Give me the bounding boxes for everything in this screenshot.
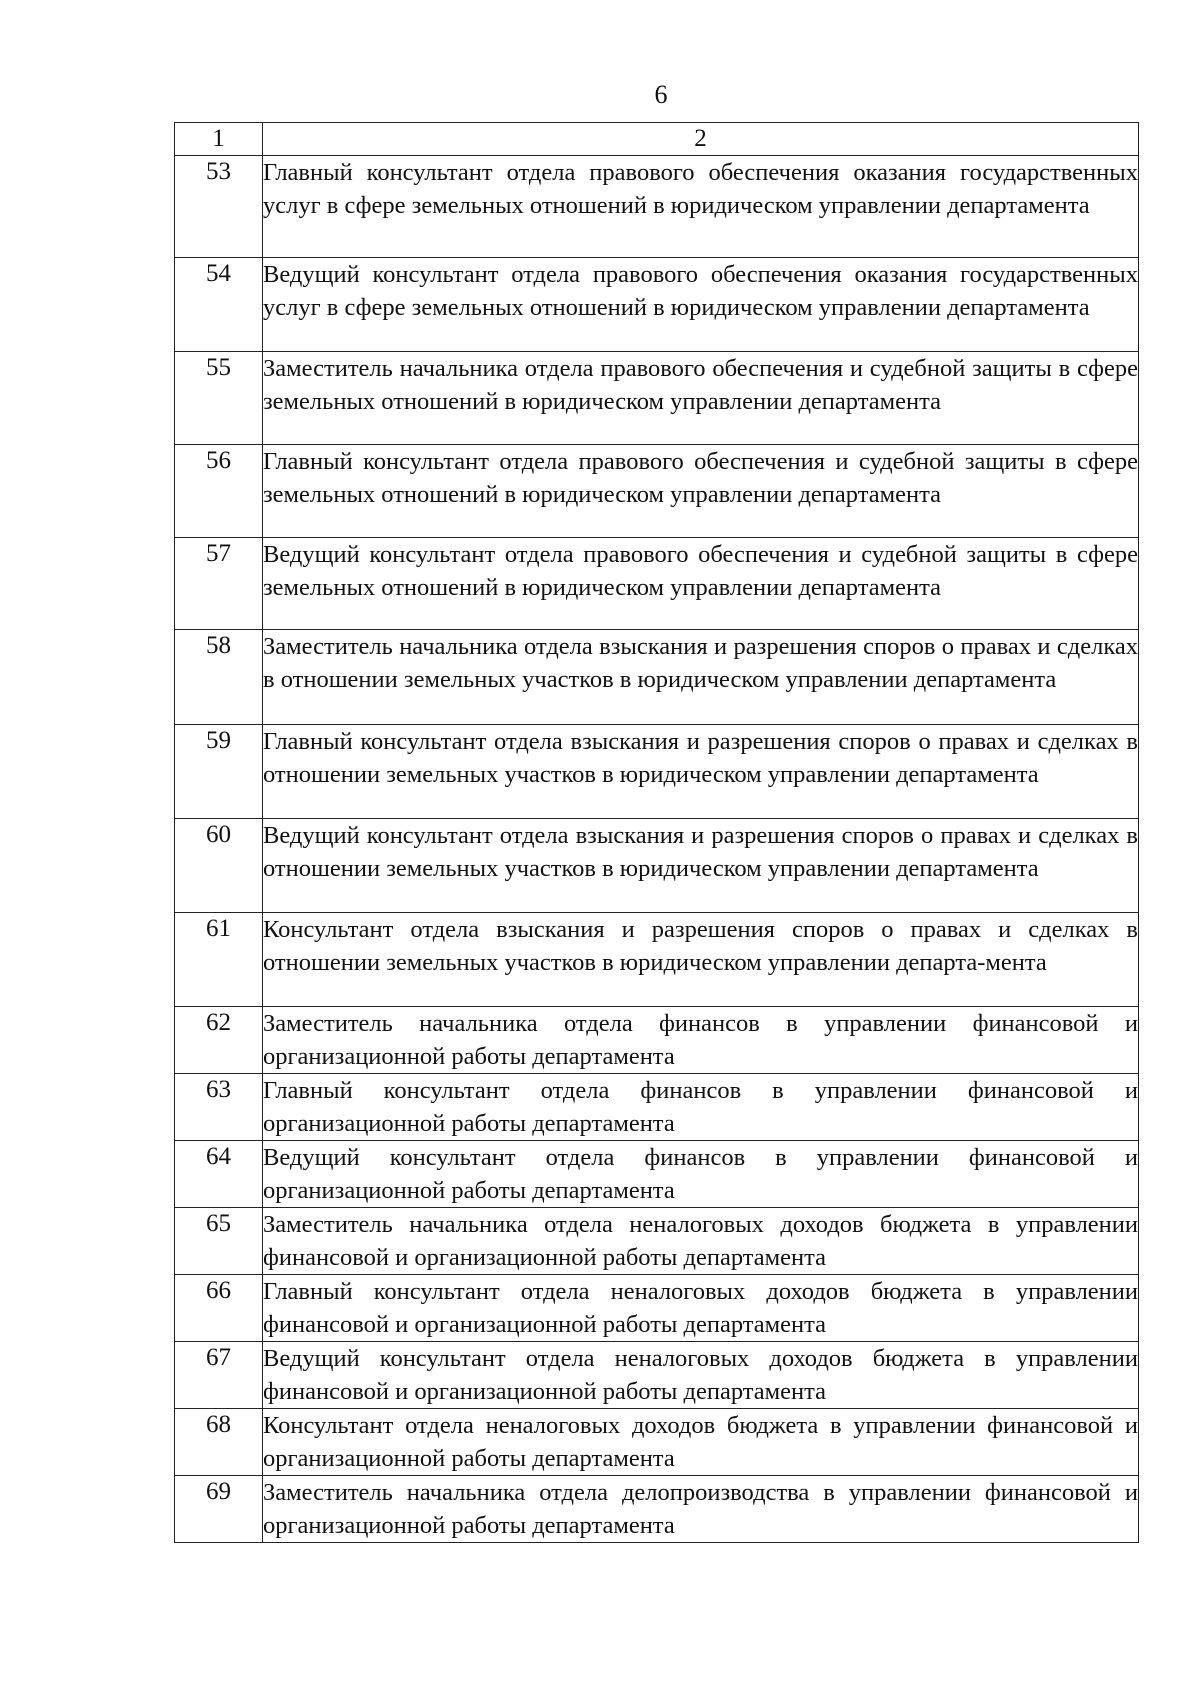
table-row (175, 1342, 1139, 1409)
table-row (175, 445, 1139, 538)
table-row (175, 352, 1139, 445)
table-row (175, 538, 1139, 630)
row-position-text: Заместитель начальника отдела взыскания и разрешения споров о правах и сделках в отношении земельных участков в юридическом управлении департамента (263, 630, 1139, 725)
row-number: 66 (175, 1275, 263, 1342)
page-number: 6 (654, 80, 668, 109)
row-position-text: Главный консультант отдела неналоговых доходов бюджета в управлении финансовой и организационной работы департамента (263, 1275, 1139, 1342)
row-position-text: Главный консультант отдела правового обеспечения и судебной защиты в сфере земельных отношений в юридическом управлении департамента (263, 445, 1139, 538)
row-position-text: Заместитель начальника отдела правового обеспечения и судебной защиты в сфере земельных отношений в юридическом управлении департамента (263, 352, 1139, 445)
row-number: 68 (175, 1409, 263, 1476)
table-row (175, 630, 1139, 725)
row-position-text: Консультант отдела неналоговых доходов бюджета в управлении финансовой и организационной работы департамента (263, 1409, 1139, 1476)
row-position-text: Заместитель начальника отдела финансов в управлении финансовой и организационной работы департамента (263, 1007, 1139, 1074)
row-position-text: Ведущий консультант отдела правового обеспечения оказания государственных услуг в сфере земельных отношений в юридическом управлении департамента (263, 258, 1139, 352)
row-position-text: Ведущий консультант отдела взыскания и разрешения споров о правах и сделках в отношении земельных участков в юридическом управлении департамента (263, 819, 1139, 913)
table-row (175, 913, 1139, 1007)
table-row (175, 156, 1139, 258)
table-row (175, 1007, 1139, 1074)
row-position-text: Главный консультант отдела финансов в управлении финансовой и организационной работы департамента (263, 1074, 1139, 1141)
row-number: 58 (175, 630, 263, 725)
table-row (175, 258, 1139, 352)
row-number: 53 (175, 156, 263, 258)
row-number: 62 (175, 1007, 263, 1074)
row-number: 69 (175, 1476, 263, 1543)
row-number: 59 (175, 725, 263, 819)
row-number: 63 (175, 1074, 263, 1141)
row-number: 57 (175, 538, 263, 630)
table-row (175, 819, 1139, 913)
row-number: 54 (175, 258, 263, 352)
row-number: 55 (175, 352, 263, 445)
table-header-row (175, 123, 1139, 156)
table-row (175, 1275, 1139, 1342)
row-position-text: Ведущий консультант отдела финансов в управлении финансовой и организационной работы департамента (263, 1141, 1139, 1208)
row-position-text: Заместитель начальника отдела делопроизводства в управлении финансовой и организационной работы департамента (263, 1476, 1139, 1543)
row-position-text: Заместитель начальника отдела неналоговых доходов бюджета в управлении финансовой и организационной работы департамента (263, 1208, 1139, 1275)
row-number: 67 (175, 1342, 263, 1409)
column-header-position: 2 (263, 123, 1139, 156)
row-number: 60 (175, 819, 263, 913)
table-row (175, 1208, 1139, 1275)
row-number: 65 (175, 1208, 263, 1275)
table-row (175, 725, 1139, 819)
row-number: 56 (175, 445, 263, 538)
table-row (175, 1141, 1139, 1208)
row-position-text: Консультант отдела взыскания и разрешения споров о правах и сделках в отношении земельных участков в юридическом управлении департа-мента (263, 913, 1139, 1007)
table-row (175, 1074, 1139, 1141)
row-number: 61 (175, 913, 263, 1007)
row-number: 64 (175, 1141, 263, 1208)
table-row (175, 1476, 1139, 1543)
positions-table (174, 122, 1139, 1543)
table-row (175, 1409, 1139, 1476)
row-position-text: Ведущий консультант отдела неналоговых доходов бюджета в управлении финансовой и организационной работы департамента (263, 1342, 1139, 1409)
row-position-text: Главный консультант отдела взыскания и разрешения споров о правах и сделках в отношении земельных участков в юридическом управлении департамента (263, 725, 1139, 819)
row-position-text: Главный консультант отдела правового обеспечения оказания государственных услуг в сфере земельных отношений в юридическом управлении департамента (263, 156, 1139, 258)
row-position-text: Ведущий консультант отдела правового обеспечения и судебной защиты в сфере земельных отношений в юридическом управлении департамента (263, 538, 1139, 630)
column-header-number: 1 (175, 123, 263, 156)
